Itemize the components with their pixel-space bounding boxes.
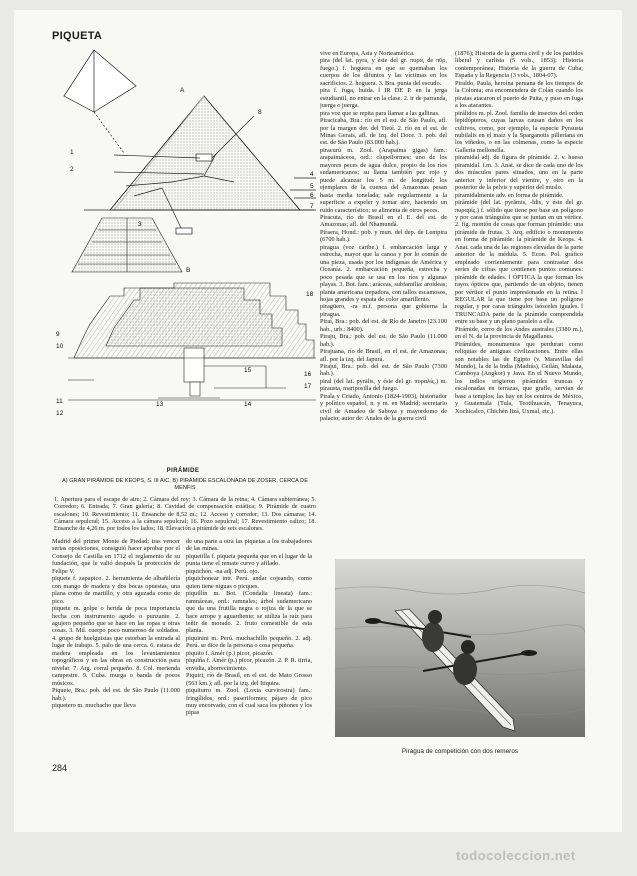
fig-label-14: 14 (244, 401, 252, 408)
entry: piquete f. zapapico. 2. herramienta de albañilería con mango de madera y dos bocas opuestas, una plana como de martillo, y otra aguzada como de pico. (52, 575, 180, 605)
entry: pira voz que se repita para llamar a las gallinas. (320, 109, 440, 117)
entry: piquichón. -na adj. Perú. ojo. (186, 567, 260, 575)
entry: Piracuta, río de Brasil en el E. del est. de Amazonas; afl. del Nhamundá. (320, 213, 447, 229)
fig-label-b: B (186, 267, 191, 274)
entry: Madrid del primer Monte de Piedad; tras vencer serias oposiciones, consiguió hacer aprobar por el Consejo de Castilla en 1712 el reglamento de su fundación, que le valió después la protección de Felipe V. (52, 538, 180, 575)
fig-label-12: 12 (56, 410, 64, 417)
entry: (1876); Historia de la guerra civil y de los partidos liberal y carlista (5 vols., 1853); Historia contemporánea; Historia de la guerra de Cuba; España y la Regencia (3 vols., 1804-07). (455, 50, 583, 80)
entry: Piraju, Bra.: pob. del est. de São Paulo (11.000 hab.). (320, 333, 447, 348)
entry: Pirámide, cerro de los Andes australes (3380 m.), en el N. de la provincia de Magallanes. (455, 325, 583, 341)
entry: de una parte a otra las piquetas a los trabajadores de las minas. (186, 538, 312, 553)
entry: Pirajuí, Bra.: pob. del est. de São Paulo (7300 hab.). (320, 363, 447, 378)
entry: piquiña f. Amér (p.) picor, picazón. 2. P. R. tirria, envidia, aborrecimiento. (186, 657, 312, 672)
entry: piragüero, -ra m.f. persona que gobierna la piragua. (320, 303, 447, 318)
fig-label-13: 13 (156, 401, 164, 408)
photo-caption: Piragua de competición con dos remeros (401, 748, 519, 755)
entry: Piraí, Bra.: pob. del est. de Río de Janeiro (23.100 hab., urb.: 8400). (320, 318, 447, 333)
fig-label-4: 4 (310, 171, 314, 178)
figure-title: PIRÁMIDE (166, 468, 200, 474)
entry: Piracicaba, Bra.: río en el est. de São Paulo, afl. por la margen der. del Tieté. 2. río en el est. de Minas Gerais, afl. de izq. del Doce. 3. pob. del est. de São Paulo (83.000 hab.). (320, 117, 447, 147)
fig-label-11: 11 (56, 398, 63, 405)
watermark-logo (456, 848, 576, 863)
fig-label-16: 16 (304, 371, 312, 378)
column-2 (186, 538, 312, 756)
fig-label-17: 17 (304, 383, 312, 390)
entry: Piraera, Hond.: pob. y mun. del dep. de Lempira (6700 hab.). (320, 228, 447, 244)
entry: Piquete, Bra.: pob. del est. de São Paulo (11.000 hab.). (52, 687, 180, 702)
fig-label-5: 5 (310, 183, 314, 190)
entry: piquete m. golpe o herida de poca importancia hecha con instrumento agudo o punzante. 2. agujero pequeño que se hace en las ropas u otras cosas. 3. Mil. cuerpo poco numeroso de soldados. 4. grupo de huelguistas que estorban la entrada al lugar de trabajo. 5. palo de una cerca. 6. estaca de madera empleada en los levantamientos topográficos y en las obras en construcción para nivelar. 7. Arg. corral pequeño. 8. Col. merienda campestre. 9. Cuba. murga o banda de pocos músicos. (52, 605, 180, 687)
entry: Piquiri, río de Brasil, en el est. de Mato Grosso (563 km.); afl. por la izq. del Itiquira. (186, 672, 312, 687)
entry: piquinini m. Perú. muchachillo pequeño. 2. adj. Perú. se dice de la persona o cosa pequeña. (186, 634, 312, 650)
entry: piragua (voz caribe.) f. embarcación larga y estrecha, mayor que la canoa y por lo común de una pieza, usada por los indígenas de América y Oceanía. 2. embarcación pequeña, estrecha y poco pesada que se usa en los ríos y algunas playas. 3. Bot. fam.: aráceas, subfamilia: aroideas; planta americana trepadora, con tallos escamosos, hojas grandes y espata de color amarillento. (320, 243, 447, 303)
entry: piquito f. Amér (p.) picor, picazón. (186, 649, 274, 657)
watermark-part2: coleccion (486, 848, 551, 863)
entry: pira (del lat. pyra, y éste del gr. πυρά, de πῦρ, fuego.) f. hoguera en que se quemaban los cuerpos de los difuntos y las víctimas en los sacrificios. 2. hoguera. 3. Bra. punta del escudo. (320, 57, 447, 87)
fig-label-15: 15 (244, 367, 252, 374)
watermark-suffix: .net (550, 848, 576, 863)
pyramid-a-diagram (64, 50, 316, 234)
entry: piramidal adj. de figura de pirámide. 2. v. hueso piramidal. f.m. 3. Anat. se dice de cada uno de los dos músculos pares situados, uno en la parte anterior y inferior del vientre, y otro en la posterior de la pelvis y superior del muslo. (455, 154, 583, 192)
page-number: 284 (52, 763, 68, 773)
entry: pirálidos m. pl. Zool. familia de insectos del orden lepidópteros, cuyas larvas causan daños en los cultivos, como, por ejemplo, la especie Pyrausta nubilalis en el maíz y la Sparganotis pilleriana en los viñedos, o en las colmenas, como la especie Galleria mellonella. (455, 109, 583, 154)
entry: piquichonear intr. Perú. andar cojeando, como quien tiene niguas o picques. (186, 575, 312, 590)
canoe-photo (335, 559, 585, 737)
entry: Pirala y Criado, Antonio (1824-1903), historiador y político español, n. y m. en Madrid; secretario civil de Amadeo de Saboya y mayordomo de palacio; autor de: Anales de la guerra civil (320, 392, 447, 423)
entry: piquillín m. Bot. (Condalia lineata) fam.: ramnáceas, ord.: ramnales; árbol sudamericano que da una frutilla negra o rojiza de la que se hace arrope y aguardiente; se utiliza la raíz para teñir de morado. 2. fruto comestible de esta planta. (186, 590, 312, 635)
fig-label-a: A (180, 87, 185, 94)
fig-label-7: 7 (310, 203, 314, 210)
column-1 (52, 538, 180, 756)
fig-label-2: 2 (70, 166, 74, 173)
fig-label-1: 1 (70, 149, 74, 156)
entry: piquetero m. muchacho que lleva (52, 701, 136, 709)
figure-legend: 1. Apertura para el escape de aire; 2. Cámara del rey; 3. Cámara de la reina; 4. Cámara subterránea; 5. Corredor; 6. Entrada; 7. Gran galería; 8. Cavidad de compensación estática; 9. Pirámide de cuatro escalones; 10. Revestimiento; 11. Ensanche de 8,52 m.; 12. Acceso y corredor; 13. Dos cámaras; 14. Cámara sepulcral; 15. Acceso a la cámara sepulcral; 16. Pozo sepulcral; 17. Revestimiento calizo; 18. Ensanche de 4,26 m. por todos los lados; 18. Elevación a pirámide de seis escalones. (54, 496, 316, 533)
entry: pira f. fuga, huida. ‖ IR DE P. en la jerga estudiantil, no entrar en la clase. 2. ir de parranda, juerga o juerga. (320, 87, 447, 110)
entry: piquiturro m. Zool. (Loxia curvirostra) fam.: fringílidos, ord.: paseriformes; pájaro de pico muy encorvado, con el cual saca los piñones y los pipas (186, 687, 312, 717)
entry: piquetilla f. piqueta pequeña que en el lugar de la punta tiene el remate curvo y afilado. (186, 552, 312, 568)
entry: piral (del lat. pyrālis, y éste del gr. πυραλίς.) m. pirausta, mariposilla del fuego. (320, 377, 447, 393)
column-4 (455, 50, 583, 530)
pyramid-illustration (54, 48, 316, 468)
pyramid-b-diagram (68, 218, 316, 400)
fig-label-3: 3 (138, 221, 142, 228)
entry: piramidalmente adv. en forma de pirámide. (455, 191, 564, 199)
fig-label-10: 10 (56, 343, 64, 350)
figure-caption: A) GRAN PIRÁMIDE DE KEOPS, S. III A/C. B) PIRÁMIDE ESCALONADA DE ZOSER, CERCA DE MENFIS (62, 478, 308, 491)
fig-label-9: 9 (56, 331, 60, 338)
fig-label-8: 8 (258, 109, 262, 116)
entry: piracurú m. Zool. (Arapaima gigas) fam.: arapaimáceos, ord.: clupeiformes; uno de los mayores peces de agua dulce, propio de los ríos sudamericanos; su llama también pez rojo y puede alcanzar los 5 m. de longitud; los ejemplares de la cuenca del Amazonas pesan hasta media tonelada; sale regularmente a la superficie a expeler y tomar aire, haciendo un ruido característico; se alimenta de otros peces. (320, 146, 447, 214)
entry: Pirámides, monumentos que perduran como reliquias de antiguas civilizaciones. Entre ellas son notables las de Egipto (v. Maravillas del Mundo), la de la India (Madrás), Ceilán, Malasia, Camboya (Angkor) y Java. En el Nuevo Mundo, los indios erigieron pirámides truncas y escalonadas en terrazas, que grafle, servian de base a templos; las hay en los centros de México, y Guatemala (Tula, Teotihuacán, Tenayuca, Xochicalco, Chichén Itzá, Uxmal, etc.). (455, 340, 583, 415)
running-header: PIQUETA (52, 30, 103, 42)
entry: pirámide (del lat. pyrămis, -ĭdis, y éste del gr. πυραμίς.) f. sólido que tiene por base un polígono y por caras triángulos que se juntan en un vértice. 2. fig. montón de cosas que forman pirámide: una pirámide de frutas. 3. Arq. edificio o monumento en forma de pirámide: la pirámide de Keops. 4. Anat. cada una de las regiones elevadas de la parte anterior de la médula. 5. Econ. Pol. gráfico empleado corrientemente para contrastar dos series de cifras que contienen puntos comunes: pirámide de edades. ‖ ÓPTICA la que forman los rayos ópticos que, partiendo de un objeto, tienen por vértice el punto impresionado en la retina. ‖ REGULAR la que tiene por base un polígono regular, y por caras triángulos isósceles iguales. ‖ TRUNCADA parte de la pirámide comprendida entre su base y un plano paralelo a ella. (455, 199, 583, 326)
watermark-part1: todo (456, 848, 487, 863)
entry: Piraldo, Paula, heroína peruana de los tiempos de la Colonia; era encomendera de Colán cuando los piratas atacaron el puerto de Paita, y puso en fuga a los atacantes. (455, 79, 583, 110)
column-3 (320, 50, 447, 625)
entry: vive en Europa, Asia y Norteamérica. (320, 50, 415, 57)
fig-label-18: 18 (306, 291, 314, 298)
fig-label-6: 6 (310, 192, 314, 199)
entry: Pirajuana, río de Brasil, en el est. de Amazonas; afl. por la izq. del Japurá. (320, 348, 447, 363)
